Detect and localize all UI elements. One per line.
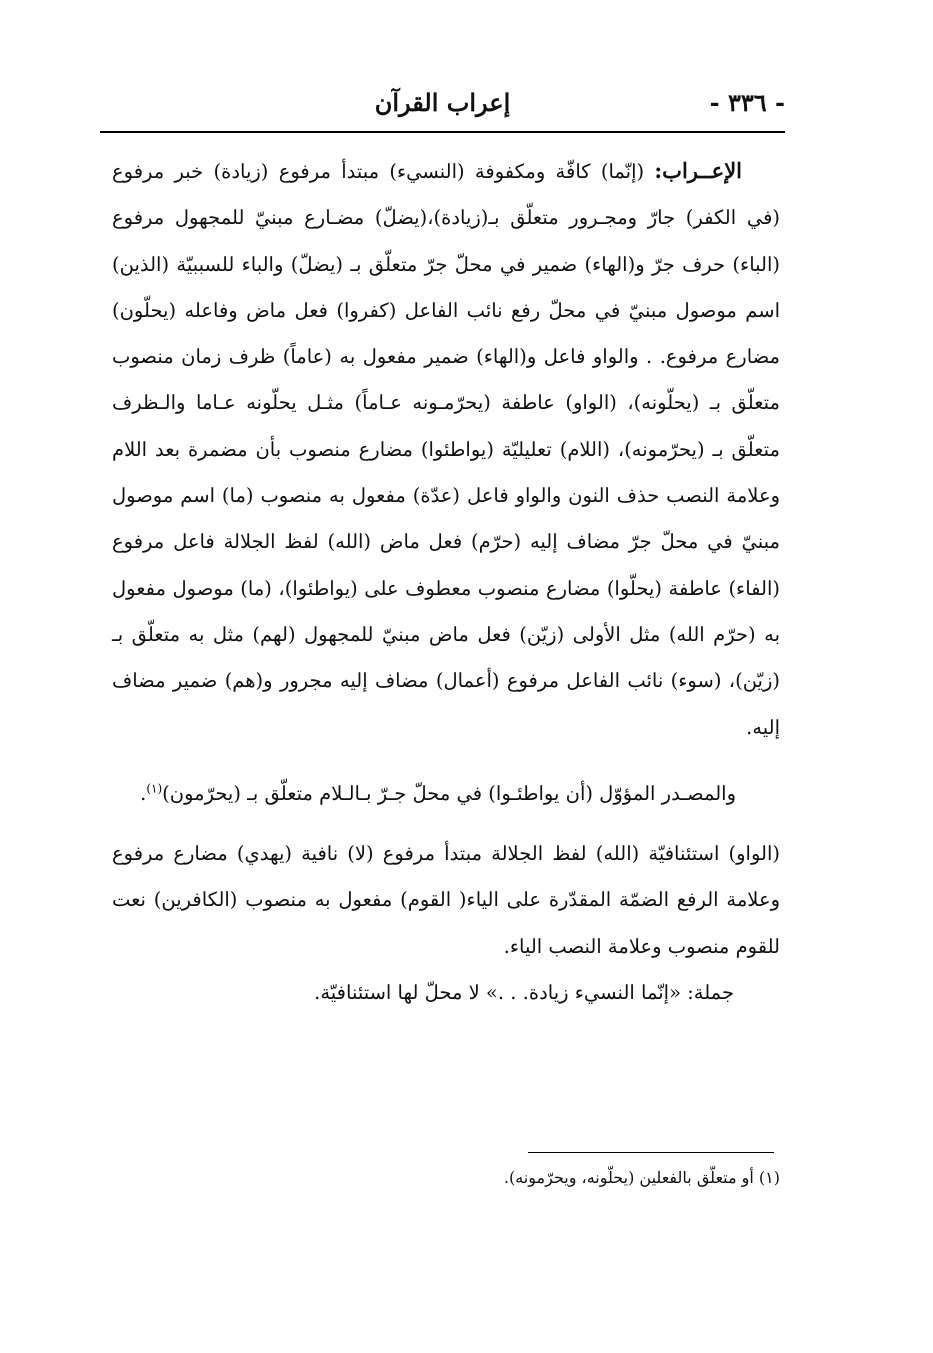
header-divider (100, 131, 785, 133)
paragraph-masdar (112, 771, 780, 817)
footnote-reference[interactable]: (١) (146, 781, 163, 796)
running-title: إعراب القرآن (374, 88, 511, 117)
main-text (112, 148, 780, 1016)
paragraph-waw (112, 831, 780, 970)
page-header (100, 84, 785, 128)
masdar-end: . (140, 781, 147, 805)
paragraph-jumla (112, 970, 780, 1016)
paragraph-irab (112, 148, 780, 751)
irab-label: الإعــراب: (654, 158, 743, 183)
footnote-divider (528, 1152, 774, 1153)
footnote: (١) أو متعلّق بالفعلين (يحلّونه، ويحرّمونه). (503, 1168, 780, 1187)
page-number: - ٣٣٦ - (709, 88, 785, 117)
masdar-text: والمصـدر المؤوّل (أن يواطئـوا) في محلّ جـرّ بـالـلام متعلّق بـ (يحرّمون) (162, 781, 736, 805)
waw-text: (الواو) استئنافيّة (الله) لفظ الجلالة مبتدأ مرفوع (لا) نافية (يهدي) مضارع مرفوع وعلامة الرفع الضمّة المقدّرة على الياء( القوم) مفعول به منصوب (الكافرين) نعت للقوم منصوب وعلامة النصب الياء. (112, 842, 780, 958)
irab-text: (إنّما) كافّة ومكفوفة (النسيء) مبتدأ مرفوع (زيادة) خبر مرفوع (في الكفر) جارّ ومجـرور متعلّق بـ(زيادة)،(يضلّ) مضـارع مبنيّ للمجهول مرفوع (الباء) حرف جرّ و(الهاء) ضمير في محلّ جرّ متعلّق بـ (يضلّ) والباء للسببيّة (الذين) اسم موصول مبنيّ في محلّ رفع نائب الفاعل (كفروا) فعل ماض وفاعله (يحلّون) مضارع مرفوع. . والواو فاعل و(الهاء) ضمير مفعول به (عاماً) ظرف زمان منصوب متعلّق بـ (يحلّونه)، (الواو) عاطفة (يحرّمـونه عـاماً) مثـل يحلّونه عـاما والـظرف متعلّق بـ (يحرّمونه)، (اللام) تعليليّة (يواطئوا) مضارع منصوب بأن مضمرة بعد اللام وعلامة النصب حذف النون والواو فاعل (عدّة) مفعول به منصوب (ما) اسم موصول مبنيّ في محلّ جرّ مضاف إليه (حرّم) فعل ماض (الله) لفظ الجلالة فاعل مرفوع (الفاء) عاطفة (يحلّوا) مضارع منصوب معطوف على (يواطئوا)، (ما) موصول مفعول به (حرّم الله) مثل الأولى (زيّن) فعل ماض مبنيّ للمجهول (لهم) مثل به متعلّق بـ (زيّن)، (سوء) نائب الفاعل مرفوع (أعمال) مضاف إليه مجرور و(هم) ضمير مضاف إليه. (112, 160, 781, 739)
jumla-text: جملة: «إنّما النسيء زيادة. . .» لا محلّ لها استئنافيّة. (314, 981, 734, 1005)
